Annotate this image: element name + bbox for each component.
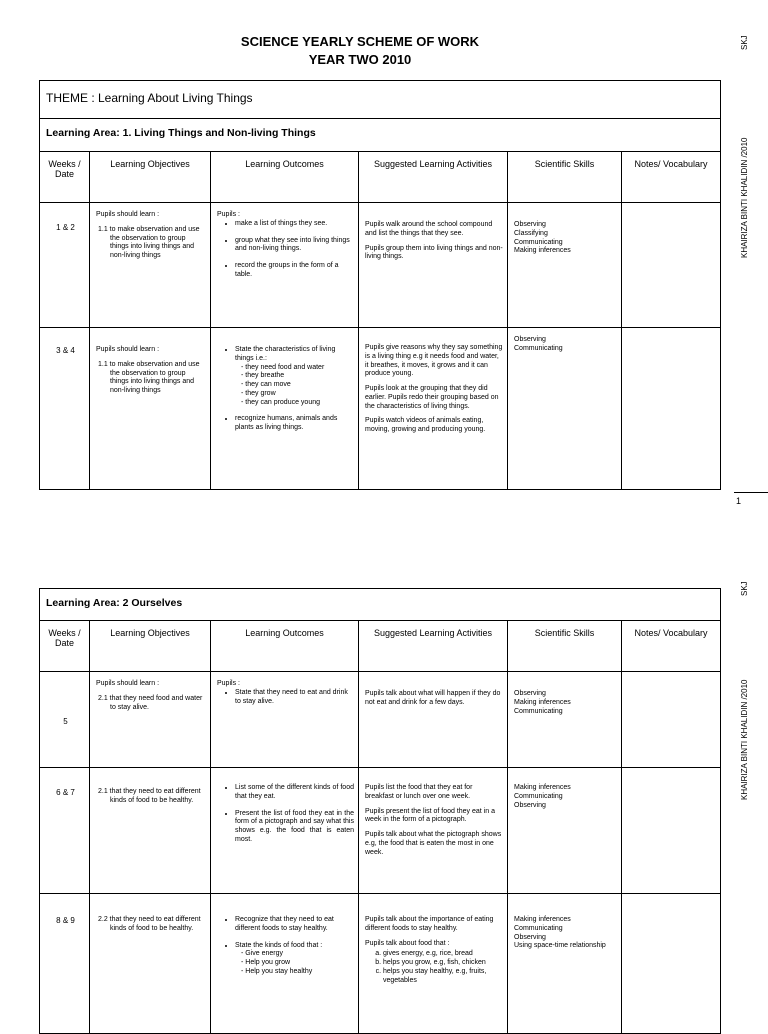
side-code-2: SKJ bbox=[740, 581, 749, 596]
table-row bbox=[40, 894, 721, 1034]
objective-text: 2.1 that they need to eat different kinds of food to be healthy. bbox=[98, 788, 201, 804]
skill-item: Communicating bbox=[514, 707, 563, 715]
side-code: SKJ bbox=[740, 35, 749, 50]
objective-intro: Pupils should learn : bbox=[96, 211, 160, 218]
outcome-item bbox=[235, 346, 354, 407]
skill-item: Communicating bbox=[514, 792, 563, 800]
activity-text: Pupils look at the grouping that they did earlier. Pupils redo their grouping based on the characteristics of living things. bbox=[365, 385, 499, 410]
col-skills: Scientific Skills bbox=[508, 621, 622, 672]
page-number: 1 bbox=[736, 496, 742, 506]
notes-cell bbox=[622, 768, 721, 894]
skill-item: Observing bbox=[514, 801, 546, 809]
objective-cell bbox=[90, 894, 211, 1034]
objective-text: 1.1 to make observation and use the observation to group things into living things and non-living things bbox=[98, 360, 200, 394]
outcome-sub-item: - Help you stay healthy bbox=[251, 968, 354, 977]
activity-list-item: a. gives energy, e.g, rice, bread bbox=[383, 950, 503, 959]
skill-item: Communicating bbox=[514, 344, 563, 352]
outcome-item: • make a list of things they see. bbox=[235, 220, 354, 229]
objective-intro: Pupils should learn : bbox=[96, 346, 160, 353]
activity-cell bbox=[359, 672, 508, 768]
activity-list-item: c. helps you stay healthy, e.g, fruits, vegetables bbox=[383, 968, 503, 986]
side-author: KHAIRIZA BINTI KHALIDIN /2010 bbox=[740, 137, 749, 258]
objective-text: 2.1 that they need food and water to stay alive. bbox=[98, 694, 203, 711]
outcome-item: • Recognize that they need to eat different foods to stay healthy. bbox=[235, 916, 354, 934]
document-title-line2: YEAR TWO 2010 bbox=[308, 52, 412, 67]
activity-cell bbox=[359, 203, 508, 328]
notes-cell bbox=[622, 328, 721, 490]
outcome-intro: Pupils : bbox=[217, 680, 240, 687]
outcome-cell bbox=[211, 203, 359, 328]
outcome-sub-item: - they grow bbox=[251, 390, 354, 399]
outcome-item: • group what they see into living things and non-living things. bbox=[235, 237, 354, 255]
table-row bbox=[40, 672, 721, 768]
skill-item: Communicating bbox=[514, 238, 563, 246]
activity-list-item: b. helps you grow, e.g, fish, chicken bbox=[383, 959, 503, 968]
weeks-cell bbox=[40, 672, 90, 768]
col-skills: Scientific Skills bbox=[508, 152, 622, 203]
col-activities: Suggested Learning Activities bbox=[359, 152, 508, 203]
outcome-cell bbox=[211, 894, 359, 1034]
skills-cell bbox=[508, 203, 622, 328]
skill-item: Using space-time relationship bbox=[514, 942, 606, 950]
col-objectives: Learning Objectives bbox=[90, 621, 211, 672]
outcome-main: State the kinds of food that : bbox=[235, 941, 323, 949]
skills-cell bbox=[508, 768, 622, 894]
table-row bbox=[40, 203, 721, 328]
activity-text: Pupils talk about what the pictograph shows e.g, the food that is eaten the most in one week. bbox=[365, 831, 502, 856]
outcome-item: • record the groups in the form of a table. bbox=[235, 262, 354, 280]
weeks-cell bbox=[40, 894, 90, 1034]
skill-item: Observing bbox=[514, 690, 546, 697]
column-header-row bbox=[40, 152, 721, 203]
skill-item: Observing bbox=[514, 336, 546, 343]
col-notes: Notes/ Vocabulary bbox=[622, 621, 721, 672]
activity-text: Pupils talk about what will happen if they do not eat and drink for a few days. bbox=[365, 690, 501, 706]
skills-cell bbox=[508, 672, 622, 768]
outcome-item bbox=[235, 942, 354, 977]
theme-heading: THEME : Learning About Living Things bbox=[40, 81, 721, 119]
objective-cell bbox=[90, 768, 211, 894]
weeks-cell bbox=[40, 203, 90, 328]
activity-cell bbox=[359, 328, 508, 490]
notes-cell bbox=[622, 894, 721, 1034]
learning-area-heading: Learning Area: 2 Ourselves bbox=[40, 589, 721, 621]
col-weeks: Weeks / Date bbox=[40, 621, 90, 672]
col-outcomes: Learning Outcomes bbox=[211, 621, 359, 672]
objective-intro: Pupils should learn : bbox=[96, 680, 160, 687]
skill-item: Classifying bbox=[514, 229, 548, 237]
weeks-cell bbox=[40, 328, 90, 490]
objective-text: 2.2 that they need to eat different kinds of food to be healthy. bbox=[98, 916, 201, 932]
weeks-text: 6 & 7 bbox=[56, 788, 75, 797]
outcome-cell bbox=[211, 672, 359, 768]
col-outcomes: Learning Outcomes bbox=[211, 152, 359, 203]
scheme-table-1 bbox=[39, 80, 721, 490]
activity-text: Pupils talk about food that : bbox=[365, 939, 450, 947]
objective-text: 1.1 to make observation and use the observation to group things into living things and non-living things bbox=[98, 225, 200, 259]
outcome-intro: Pupils : bbox=[217, 211, 240, 218]
skill-item: Observing bbox=[514, 933, 546, 941]
activity-text: Pupils group them into living things and non-living things. bbox=[365, 244, 503, 261]
document-title-line1: SCIENCE YEARLY SCHEME OF WORK bbox=[240, 34, 480, 49]
skill-item: Communicating bbox=[514, 924, 563, 932]
outcome-item: • List some of the different kinds of food that they eat. bbox=[235, 784, 354, 802]
outcome-item: • State that they need to eat and drink to stay alive. bbox=[235, 689, 354, 707]
weeks-cell bbox=[40, 768, 90, 894]
learning-area-heading: Learning Area: 1. Living Things and Non-living Things bbox=[40, 119, 721, 152]
notes-cell bbox=[622, 672, 721, 768]
activity-cell bbox=[359, 894, 508, 1034]
weeks-text: 3 & 4 bbox=[56, 346, 75, 355]
outcome-main: State the characteristics of living things i.e.: bbox=[235, 346, 336, 362]
outcome-sub-item: - Help you grow bbox=[251, 959, 354, 968]
outcome-sub-item: - they can move bbox=[251, 381, 354, 390]
weeks-text: 1 & 2 bbox=[56, 223, 75, 232]
weeks-text: 5 bbox=[63, 716, 68, 726]
table-row bbox=[40, 768, 721, 894]
activity-text: Pupils list the food that they eat for breakfast or lunch over one week. bbox=[365, 784, 473, 800]
outcome-sub-item: - they need food and water bbox=[251, 364, 354, 373]
outcome-item: • Present the list of food they eat in the form of a pictograph and say what this shows e.g. the food that is eaten most. bbox=[235, 810, 354, 845]
page-divider bbox=[734, 492, 768, 493]
objective-cell bbox=[90, 672, 211, 768]
objective-cell bbox=[90, 328, 211, 490]
outcome-sub-item: - they can produce young bbox=[251, 399, 354, 408]
outcome-item: • recognize humans, animals ands plants as living things. bbox=[235, 415, 354, 433]
skill-item: Making inferences bbox=[514, 698, 571, 706]
activity-text: Pupils watch videos of animals eating, moving, growing and producing young. bbox=[365, 417, 486, 433]
activity-text: Pupils walk around the school compound and list the things that they see. bbox=[365, 221, 493, 237]
activity-text: Pupils present the list of food they eat in a week in the form of a pictograph. bbox=[365, 807, 495, 824]
skill-item: Observing bbox=[514, 221, 546, 228]
skill-item: Making inferences bbox=[514, 916, 571, 923]
side-author-2: KHAIRIZA BINTI KHALIDIN /2010 bbox=[740, 679, 749, 800]
col-objectives: Learning Objectives bbox=[90, 152, 211, 203]
outcome-cell bbox=[211, 768, 359, 894]
outcome-sub-item: - they breathe bbox=[251, 372, 354, 381]
skill-item: Making inferences bbox=[514, 247, 571, 255]
column-header-row bbox=[40, 621, 721, 672]
activity-text: Pupils talk about the importance of eating different foods to stay healthy. bbox=[365, 916, 494, 932]
table-row bbox=[40, 328, 721, 490]
skills-cell bbox=[508, 894, 622, 1034]
scheme-table-2 bbox=[39, 588, 721, 1034]
outcome-cell bbox=[211, 328, 359, 490]
weeks-text: 8 & 9 bbox=[56, 916, 75, 925]
col-notes: Notes/ Vocabulary bbox=[622, 152, 721, 203]
objective-cell bbox=[90, 203, 211, 328]
col-activities: Suggested Learning Activities bbox=[359, 621, 508, 672]
activity-text: Pupils give reasons why they say something is a living thing e.g it needs food and water, it breathes, it moves, it grows and it can produce young. bbox=[365, 344, 503, 378]
col-weeks: Weeks / Date bbox=[40, 152, 90, 203]
skill-item: Making inferences bbox=[514, 784, 571, 791]
skills-cell bbox=[508, 328, 622, 490]
notes-cell bbox=[622, 203, 721, 328]
outcome-sub-item: - Give energy bbox=[251, 950, 354, 959]
activity-cell bbox=[359, 768, 508, 894]
